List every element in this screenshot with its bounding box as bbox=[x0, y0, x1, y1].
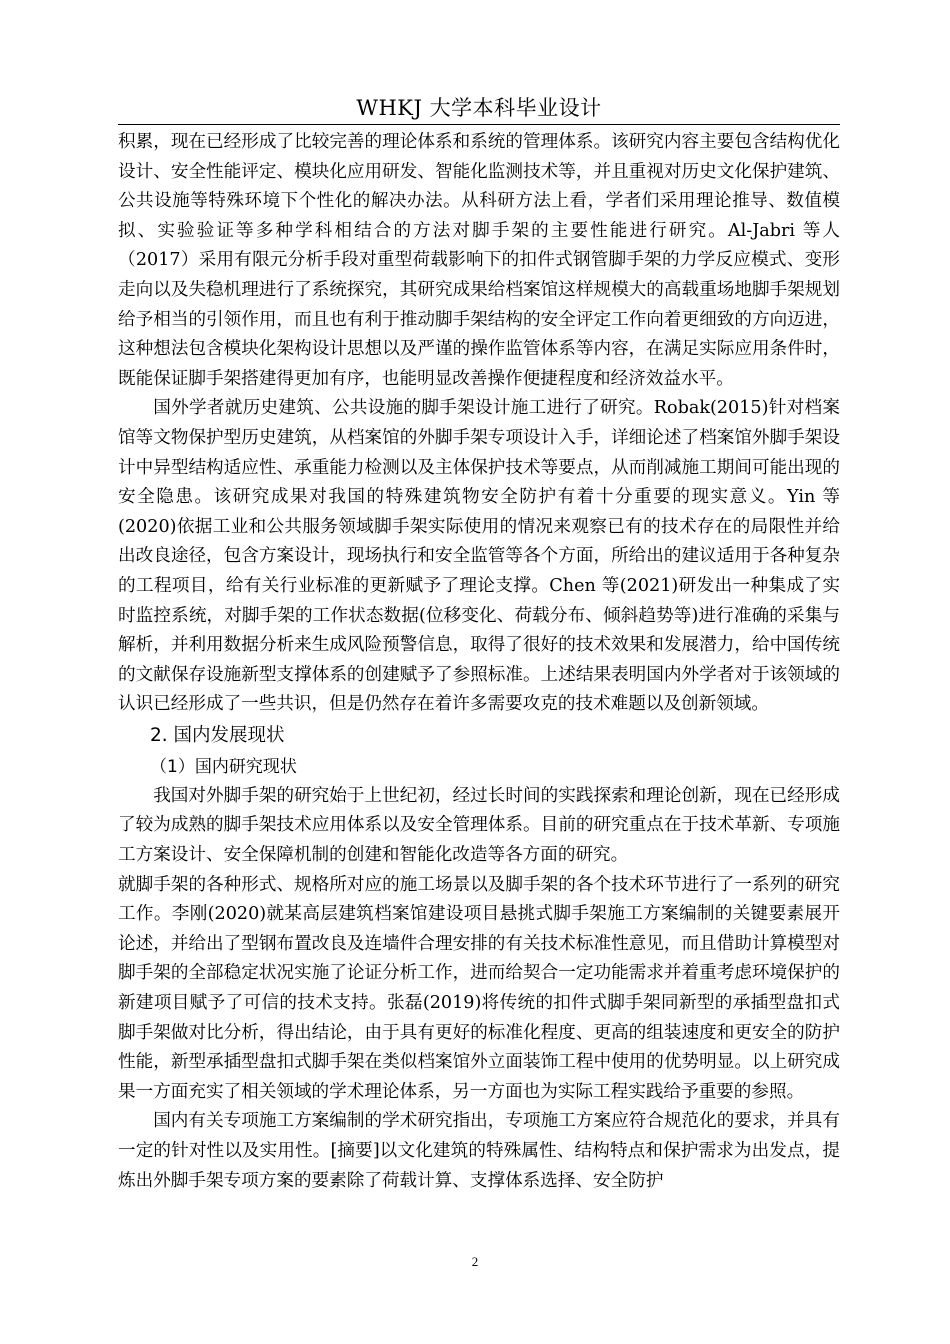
paragraph: 国外学者就历史建筑、公共设施的脚手架设计施工进行了研究。Robak(2015)针对档案馆等文物保护型历史建筑，从档案馆的外脚手架专项设计入手，详细论述了档案馆外脚手架设计中异型结构适应性、承重能力检测以及主体保护技术等要点，从而削减施工期间可能出现的安全隐患。该研究成果对我国的特殊建筑物安全防护有着十分重要的现实意义。Yin 等(2020)依据工业和公共服务领域脚手架实际使用的情况来观察已有的技术存在的局限性并给出改良途径，包含方案设计，现场执行和安全监管等各个方面，所给出的建议适用于各种复杂的工程项目，给有关行业标准的更新赋予了理论支撑。Chen 等(2021)研发出一种集成了实时监控系统，对脚手架的工作状态数据(位移变化、荷载分布、倾斜趋势等)进行准确的采集与解析，并利用数据分析来生成风险预警信息，取得了很好的技术效果和发展潜力，给中国传统的文献保存设施新型支撑体系的创建赋予了参照标准。上述结果表明国内外学者对于该领域的认识已经形成了一些共识，但是仍然存在着许多需要攻克的技术难题以及创新领域。 bbox=[118, 398, 840, 715]
paragraph: 就脚手架的各种形式、规格所对应的施工场景以及脚手架的各个技术环节进行了一系列的研究工作。李刚(2020)就某高层建筑档案馆建设项目悬挑式脚手架施工方案编制的关键要素展开论述，并给出了型钢布置改良及连墙件合理安排的有关技术标准性意见，而且借助计算模型对脚手架的全部稳定状况实施了论证分析工作，进而给契合一定功能需求并着重考虑环境保护的新建项目赋予了可信的技术支持。张磊(2019)将传统的扣件式脚手架同新型的承插型盘扣式脚手架做对比分析，得出结论，由于具有更好的标准化程度、更高的组装速度和更安全的防护性能，新型承插型盘扣式脚手架在类似档案馆外立面装饰工程中使用的优势明显。以上研究成果一方面充实了相关领域的学术理论体系，另一方面也为实际工程实践给予重要的参照。 bbox=[118, 874, 840, 1102]
page-header bbox=[118, 92, 840, 125]
subsection-heading: （1）国内研究现状 bbox=[150, 756, 297, 777]
paragraph: 我国对外脚手架的研究始于上世纪初，经过长时间的实践探索和理论创新，现在已经形成了较为成熟的脚手架技术应用体系以及安全管理体系。目前的研究重点在于技术革新、专项施工方案设计、安全保障机制的创建和智能化改造等各方面的研究。 bbox=[118, 785, 840, 866]
page-body bbox=[118, 128, 840, 1196]
page-number: 2 bbox=[471, 1254, 479, 1269]
header-title: WHKJ 大学本科毕业设计 bbox=[356, 96, 602, 120]
paragraph: 国内有关专项施工方案编制的学术研究指出，专项施工方案应符合规范化的要求，并具有一定的针对性以及实用性。[摘要]以文化建筑的特殊属性、结构特点和保护需求为出发点，提炼出外脚手架专项方案的要素除了荷载计算、支撑体系选择、安全防护 bbox=[118, 1111, 840, 1191]
paragraph: 积累，现在已经形成了比较完善的理论体系和系统的管理体系。该研究内容主要包含结构优化设计、安全性能评定、模块化应用研发、智能化监测技术等，并且重视对历史文化保护建筑、公共设施等特殊环境下个性化的解决办法。从科研方法上看，学者们采用理论推导、数值模拟、实验验证等多种学科相结合的方法对脚手架的主要性能进行研究。Al-Jabri 等人（2017）采用有限元分析手段对重型荷载影响下的扣件式钢管脚手架的力学反应模式、变形走向以及失稳机理进行了系统探究，其研究成果给档案馆这样规模大的高载重场地脚手架规划给予相当的引领作用，而且也有利于推动脚手架结构的安全评定工作向着更细致的方向迈进，这种想法包含模块化架构设计思想以及严谨的操作监管体系等内容，在满足实际应用条件时，既能保证脚手架搭建得更加有序，也能明显改善操作便捷程度和经济效益水平。 bbox=[118, 132, 840, 389]
section-heading: 2. 国内发展现状 bbox=[150, 724, 285, 746]
